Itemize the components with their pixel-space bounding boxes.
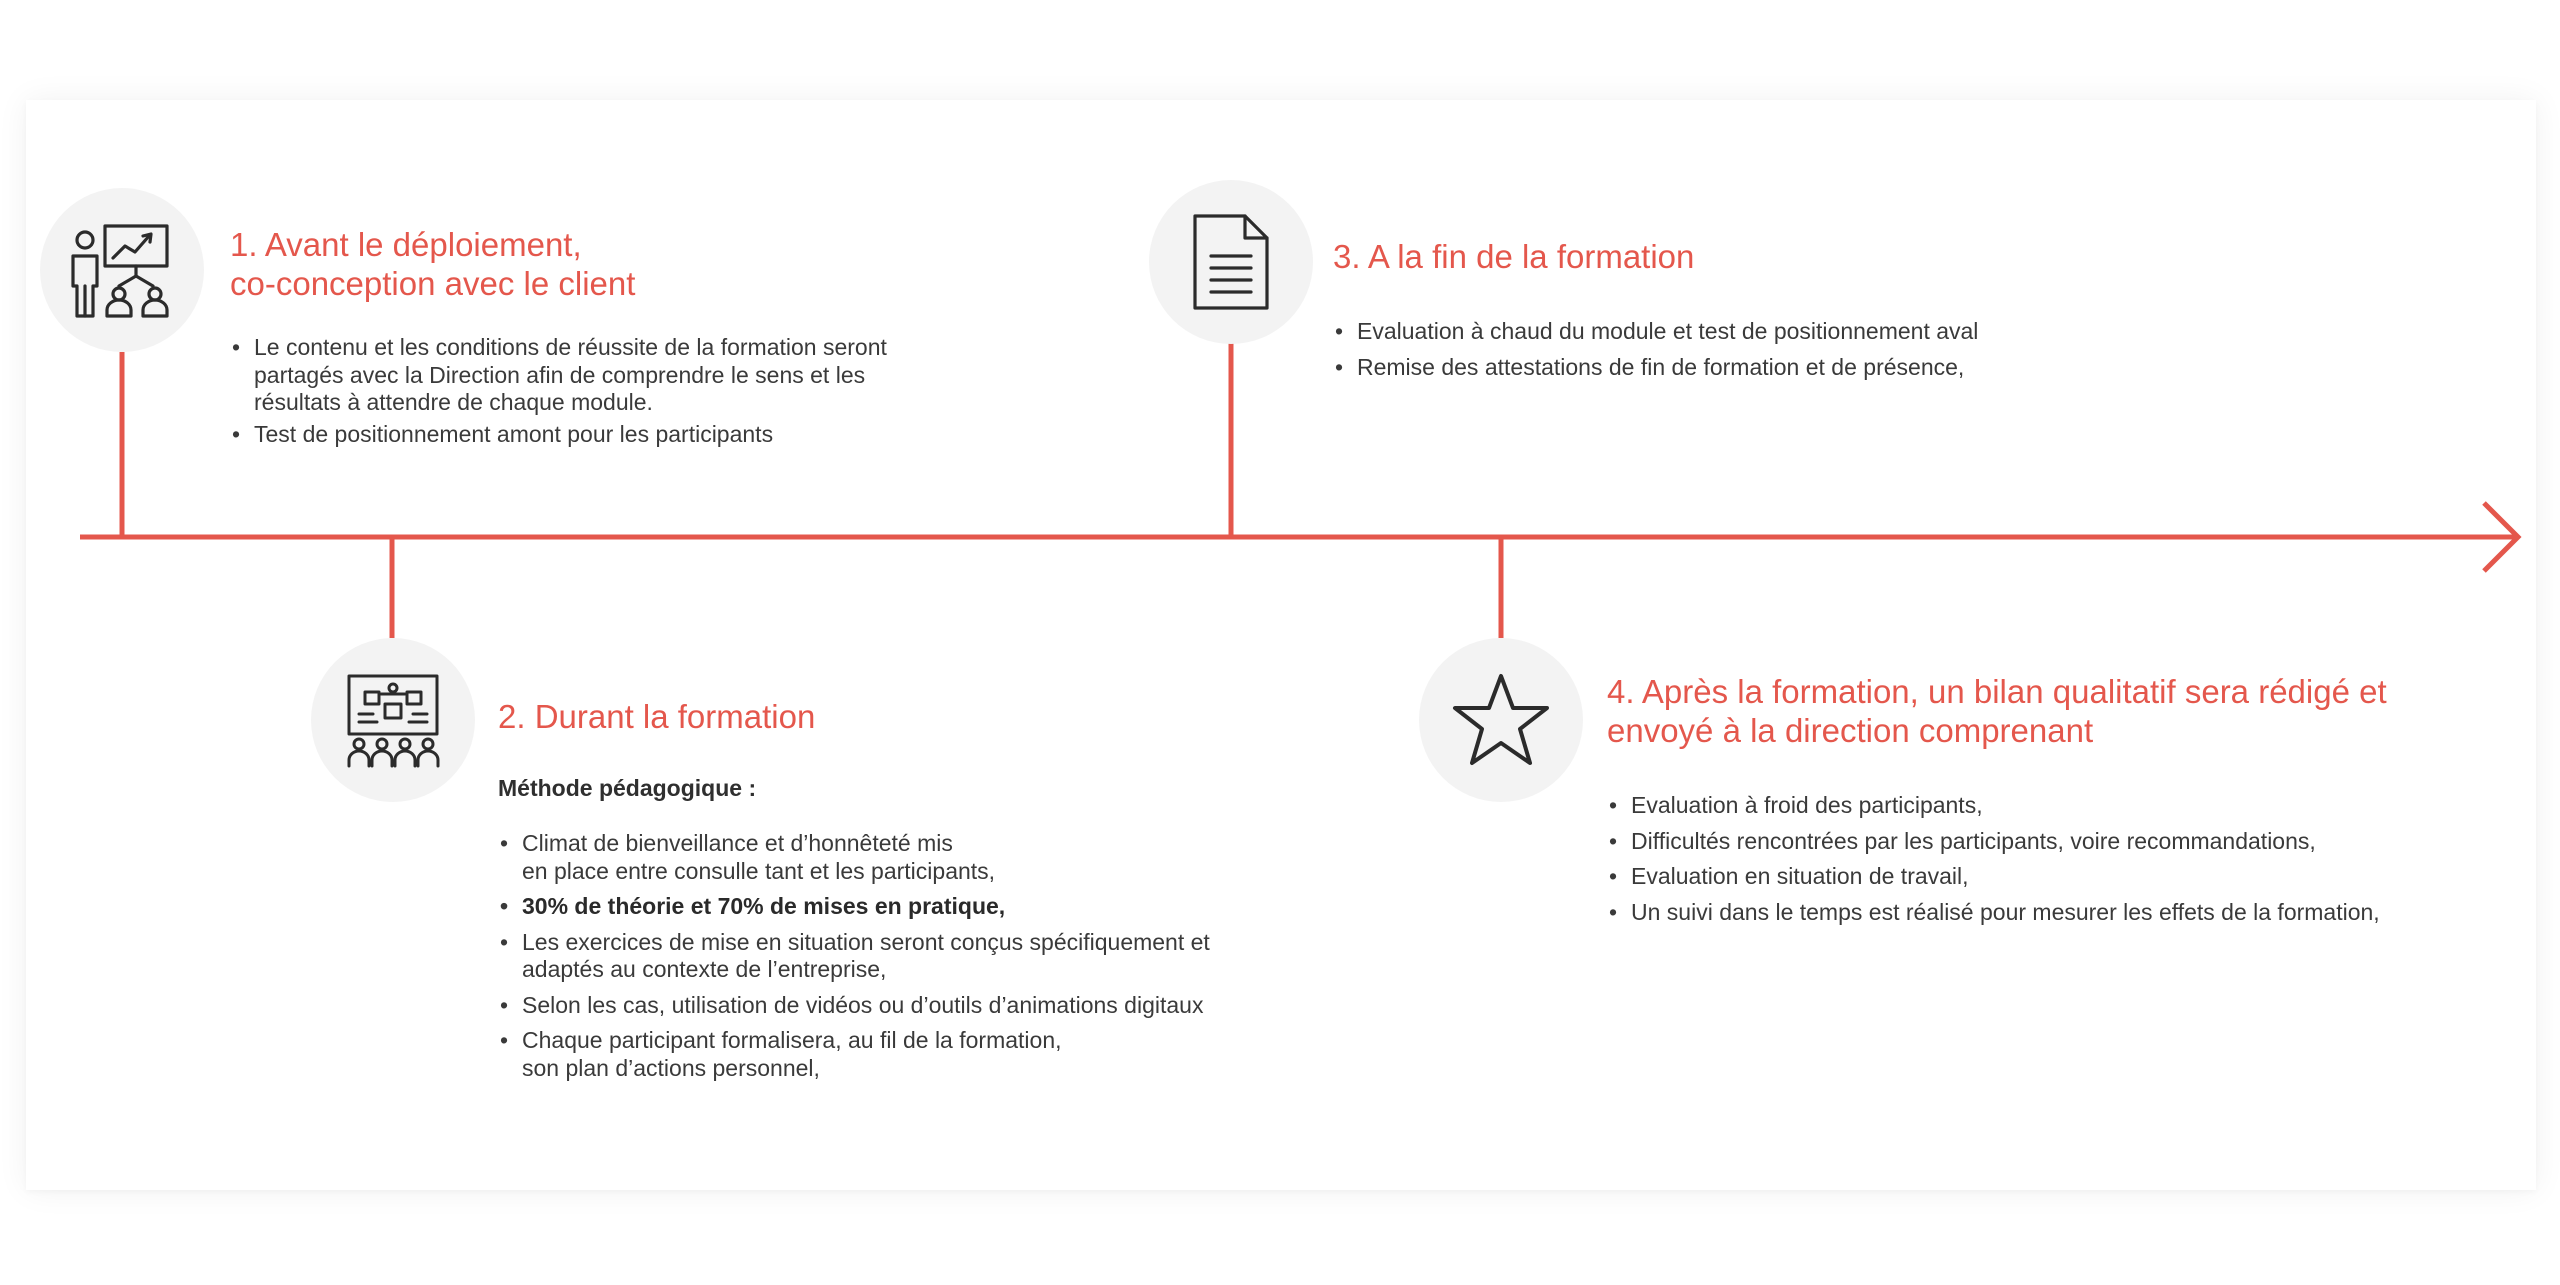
step-4-bullet: • Difficultés rencontrées par les participants, voire recommandations, [1607, 828, 2380, 856]
star-icon [1449, 670, 1553, 770]
step-1-bullet-list [230, 334, 887, 448]
step-4-bullet: • Un suivi dans le temps est réalisé pour mesurer les effets de la formation, [1607, 899, 2380, 927]
step-2-icon-circle [311, 638, 475, 802]
step-4-title: 4. Après la formation, un bilan qualitatif sera rédigé et envoyé à la direction comprenant [1607, 673, 2387, 749]
step-3-title: 3. A la fin de la formation [1333, 238, 1695, 275]
step-4-icon-circle [1419, 638, 1583, 802]
presentation-team-icon [67, 220, 177, 320]
step-1-title: 1. Avant le déploiement, co-conception avec le client [230, 226, 636, 302]
step-2-bullet: • Les exercices de mise en situation seront conçus spécifiquement et adaptés au contexte de l’entreprise, [498, 929, 1210, 984]
classroom-board-icon [343, 670, 443, 770]
step-3-bullet: • Remise des attestations de fin de formation et de présence, [1333, 354, 1978, 382]
document-icon [1189, 212, 1273, 312]
step-1-icon-circle [40, 188, 204, 352]
step-2-bullet: • Climat de bienveillance et d’honnêteté mis en place entre consulle tant et les participants, [498, 830, 1210, 885]
step-4-bullet: • Evaluation à froid des participants, [1607, 792, 2380, 820]
step-3-bullet: • Evaluation à chaud du module et test de positionnement aval [1333, 318, 1978, 346]
step-2-bullet: • Selon les cas, utilisation de vidéos ou d’outils d’animations digitaux [498, 992, 1210, 1020]
step-2-bullet: • 30% de théorie et 70% de mises en pratique, [498, 893, 1210, 921]
step-1-bullet: • Le contenu et les conditions de réussite de la formation seront partagés avec la Direction afin de comprendre le sens et les résultats à attendre de chaque module. [230, 334, 887, 417]
step-2-bullet-list [498, 830, 1210, 1082]
step-1-bullet: • Test de positionnement amont pour les participants [230, 421, 887, 449]
step-3-icon-circle [1149, 180, 1313, 344]
step-2-subheading: Méthode pédagogique : [498, 775, 757, 801]
step-2-title: 2. Durant la formation [498, 698, 816, 735]
step-3-bullet-list [1333, 318, 1978, 381]
step-4-bullet-list [1607, 792, 2380, 926]
step-2-bullet: • Chaque participant formalisera, au fil de la formation, son plan d’actions personnel, [498, 1027, 1210, 1082]
step-4-bullet: • Evaluation en situation de travail, [1607, 863, 2380, 891]
